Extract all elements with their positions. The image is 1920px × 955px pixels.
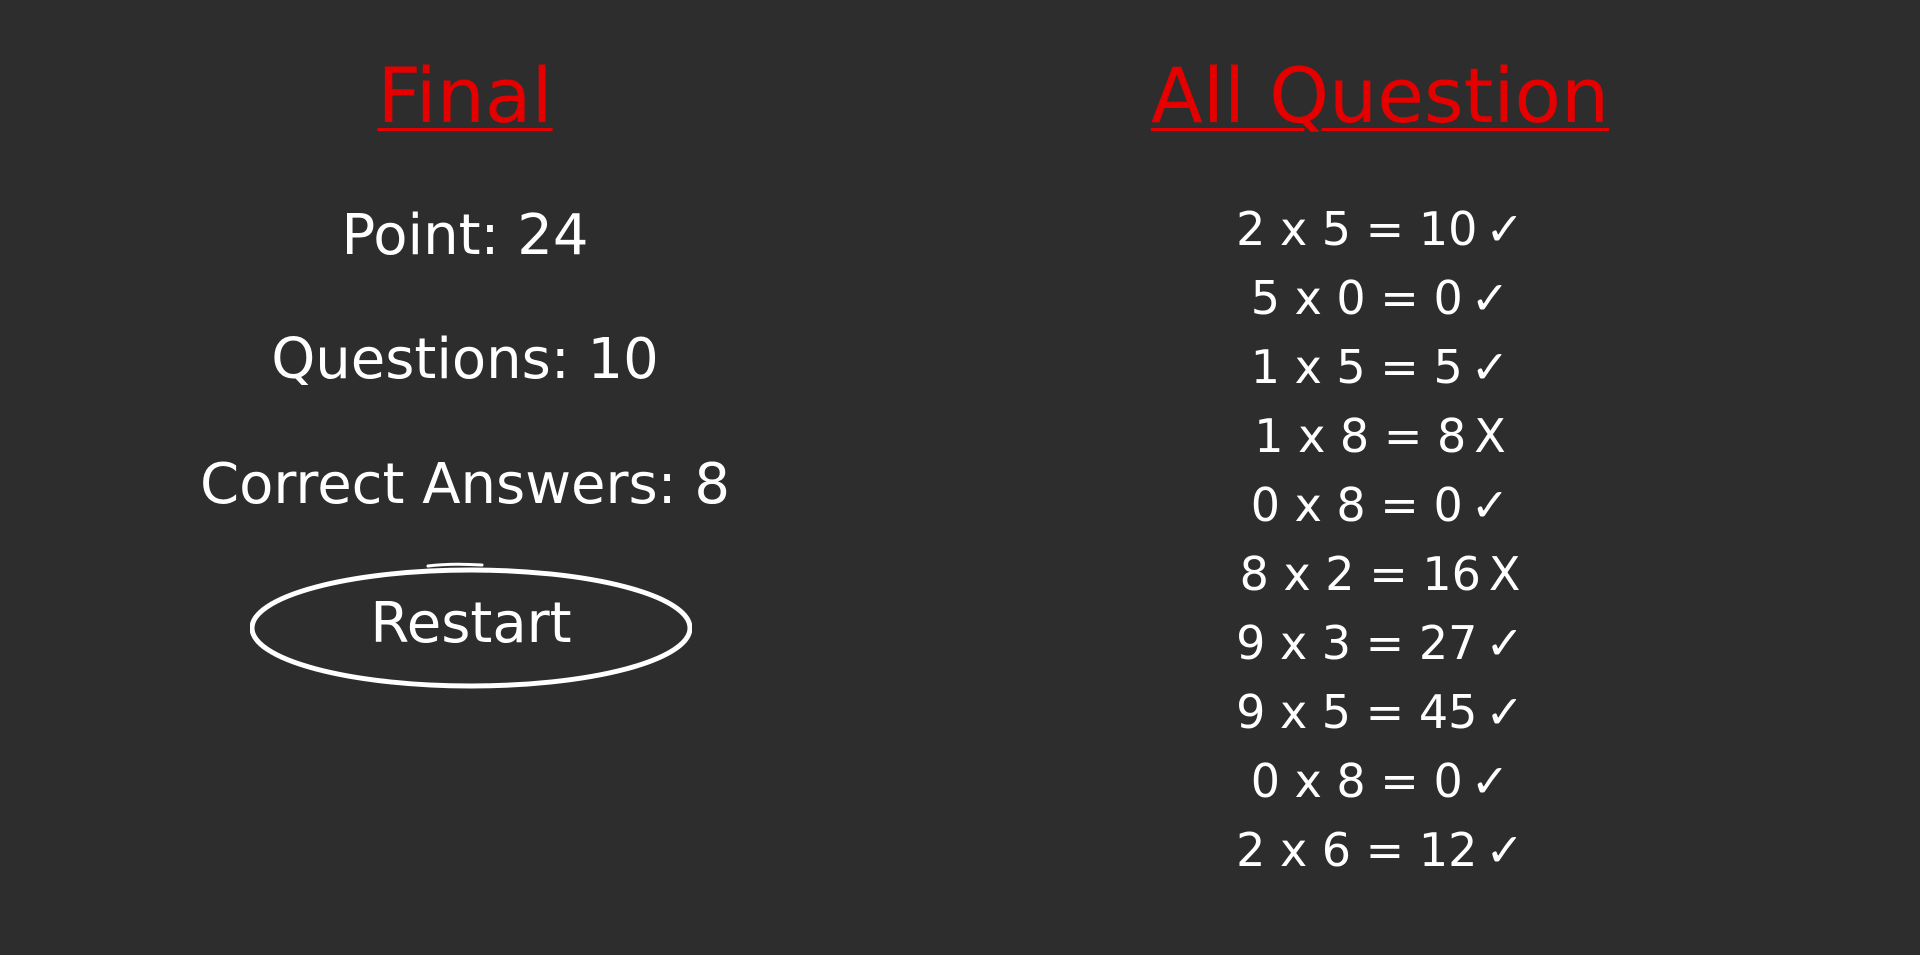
question-row xyxy=(930,200,1830,269)
wrong-x-icon: X xyxy=(1488,547,1521,601)
checkmark-icon: ✓ xyxy=(1470,478,1510,532)
checkmark-icon: ✓ xyxy=(1485,685,1524,739)
question-equation: 2 x 6 = 12 xyxy=(1236,823,1478,877)
final-title: Final xyxy=(377,51,553,140)
question-equation: 0 x 8 = 0 xyxy=(1250,478,1463,532)
question-row xyxy=(930,821,1830,890)
question-equation: 8 x 2 = 16 xyxy=(1239,547,1481,601)
correct-answers-stat: Correct Answers: 8 xyxy=(200,452,730,517)
question-row xyxy=(930,683,1830,752)
checkmark-icon: ✓ xyxy=(1485,202,1524,256)
question-row xyxy=(930,545,1830,614)
question-row xyxy=(930,407,1830,476)
question-row xyxy=(930,338,1830,407)
wrong-x-icon: X xyxy=(1474,409,1506,463)
points-stat: Point: 24 xyxy=(341,203,589,268)
checkmark-icon: ✓ xyxy=(1470,271,1510,325)
question-equation: 9 x 3 = 27 xyxy=(1236,616,1478,670)
question-equation: 5 x 0 = 0 xyxy=(1250,271,1463,325)
question-row xyxy=(930,752,1830,821)
question-equation: 1 x 8 = 8 xyxy=(1254,409,1467,463)
question-row xyxy=(930,476,1830,545)
restart-button[interactable] xyxy=(250,558,692,692)
question-equation: 0 x 8 = 0 xyxy=(1250,754,1463,808)
restart-label: Restart xyxy=(370,591,572,656)
question-equation: 1 x 5 = 5 xyxy=(1250,340,1463,394)
checkmark-icon: ✓ xyxy=(1485,616,1524,670)
question-equation: 9 x 5 = 45 xyxy=(1236,685,1478,739)
questions-stat: Questions: 10 xyxy=(271,327,659,392)
question-row xyxy=(930,269,1830,338)
all-question-title: All Question xyxy=(1150,51,1610,140)
checkmark-icon: ✓ xyxy=(1470,754,1510,808)
question-row xyxy=(930,614,1830,683)
question-equation: 2 x 5 = 10 xyxy=(1236,202,1478,256)
checkmark-icon: ✓ xyxy=(1485,823,1524,877)
checkmark-icon: ✓ xyxy=(1470,340,1510,394)
question-list xyxy=(930,200,1830,890)
